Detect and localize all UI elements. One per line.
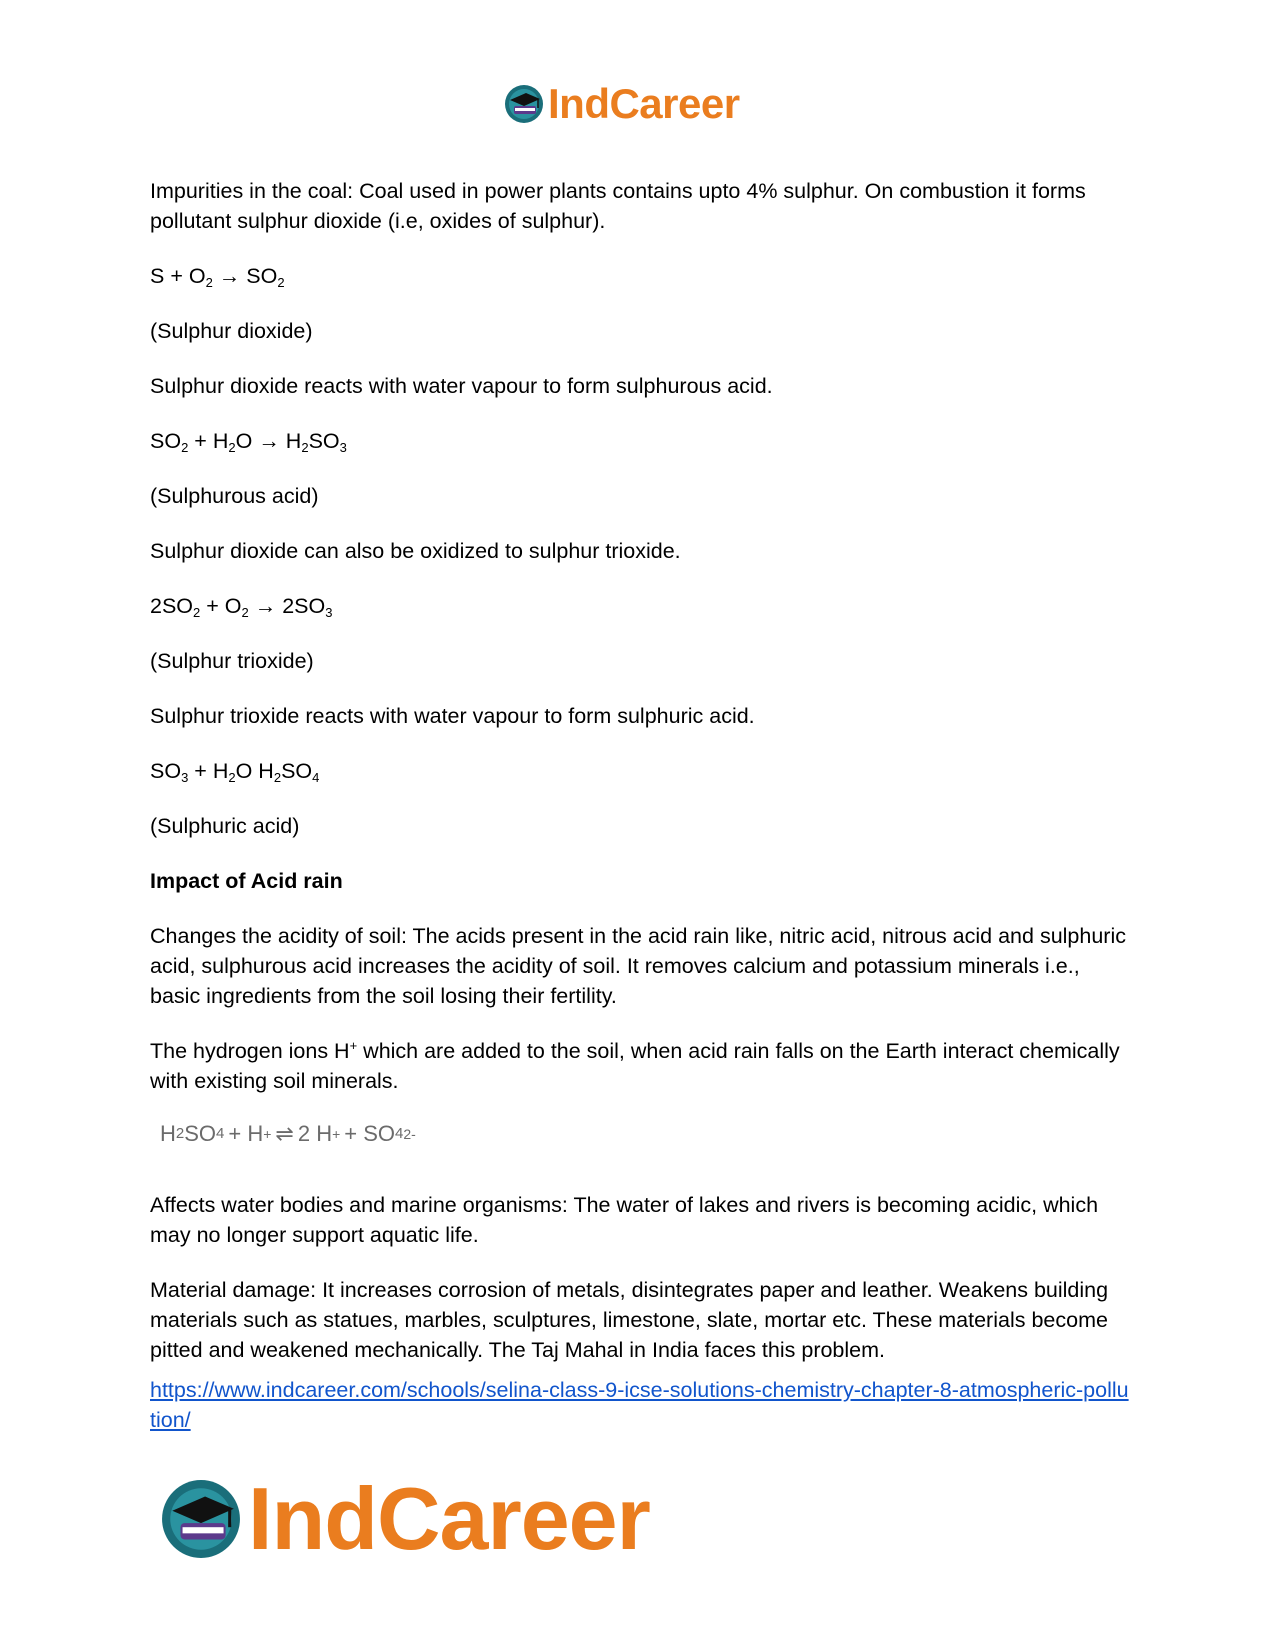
source-link[interactable]: https://www.indcareer.com/schools/selina-class-9-icse-solutions-chemistry-chapter-8-atmospheric-pollution/ bbox=[150, 1378, 1129, 1432]
equation-1: $S + O_2 \to SO_2$ bbox=[150, 264, 285, 290]
equation-2: $SO_2 + H_2O \to H_2SO_3$ bbox=[150, 429, 347, 455]
equation-label: (Sulphur trioxide) bbox=[150, 649, 314, 673]
paragraph: Affects water bodies and marine organisms: The water of lakes and rivers is becoming acidic, which may no longer support aquatic life. bbox=[150, 1193, 1099, 1247]
source-link-block bbox=[150, 1375, 1130, 1435]
paragraph: Material damage: It increases corrosion of metals, disintegrates paper and leather. Weakens building materials such as statues, marbles, sculptures, limestone, slate, mortar etc. These materials become pitted and weakened mechanically. The Taj Mahal in India faces this problem. bbox=[150, 1278, 1109, 1362]
equilibrium-equation-image: H 2 SO 4 + H + ⇌ 2 H + + SO 4 2- bbox=[160, 1114, 1130, 1154]
equation-label: (Sulphurous acid) bbox=[150, 484, 319, 508]
footer-logo bbox=[160, 1468, 650, 1570]
logo-text: IndCareer bbox=[248, 1469, 650, 1568]
paragraph: Sulphur trioxide reacts with water vapour to form sulphuric acid. bbox=[150, 704, 755, 728]
paragraph: Impurities in the coal: Coal used in power plants contains upto 4% sulphur. On combustion it forms pollutant sulphur dioxide (i.e, oxides of sulphur). bbox=[150, 179, 1086, 233]
section-heading: Impact of Acid rain bbox=[150, 869, 343, 893]
paragraph: Changes the acidity of soil: The acids present in the acid rain like, nitric acid, nitrous acid and sulphuric acid, sulphurous acid increases the acidity of soil. It removes calcium and potassium minerals i.e., basic ingredients from the soil losing their fertility. bbox=[150, 924, 1126, 1008]
equation-label: (Sulphuric acid) bbox=[150, 814, 300, 838]
paragraph: Sulphur dioxide can also be oxidized to sulphur trioxide. bbox=[150, 539, 681, 563]
equation-3: $2SO_2 + O_2 \to 2SO_3$ bbox=[150, 594, 333, 620]
graduation-cap-book-icon bbox=[504, 84, 544, 124]
paragraph: The hydrogen ions H+ which are added to the soil, when acid rain falls on the Earth interact chemically with existing soil minerals. bbox=[150, 1038, 1120, 1093]
equilibrium-arrow: ⇌ bbox=[275, 1121, 294, 1146]
graduation-cap-book-icon bbox=[160, 1478, 242, 1560]
equation-4: $SO_3 + H_2O$ $H_2SO_4$ bbox=[150, 759, 320, 785]
document-body bbox=[150, 176, 1130, 1435]
equation-label: (Sulphur dioxide) bbox=[150, 319, 313, 343]
logo-text: IndCareer bbox=[548, 80, 740, 127]
paragraph: Sulphur dioxide reacts with water vapour to form sulphurous acid. bbox=[150, 374, 773, 398]
header-logo bbox=[504, 80, 740, 128]
